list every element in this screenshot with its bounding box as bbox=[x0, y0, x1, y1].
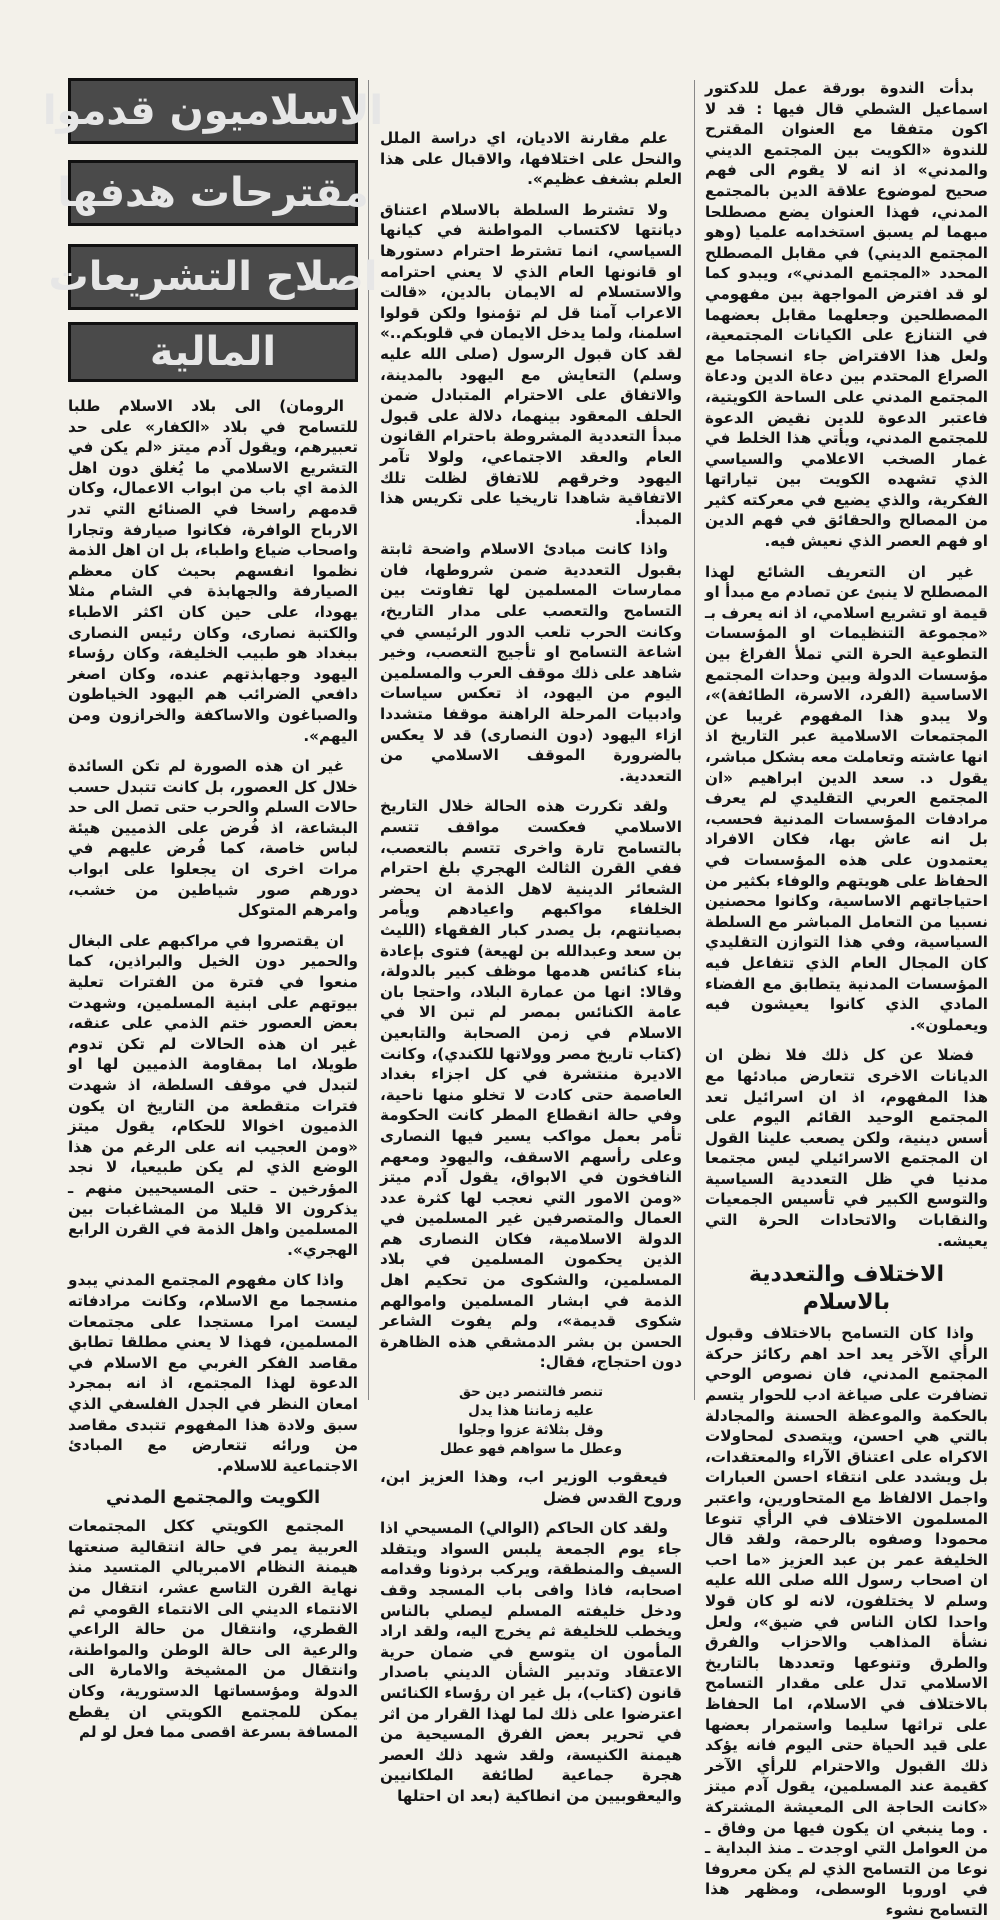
headline-box-4 bbox=[68, 322, 358, 382]
paragraph: ولا تشترط السلطة بالاسلام اعتناق ديانتها لاكتساب المواطنة في كيانها السياسي، انما تشترط احترام دستورها او قانونها العام الذي لا يعني احترامه والاستسلام له الايمان بالدين، «قالت الاعراب آمنا قل لم تؤمنوا ولكن قولوا اسلمنا، ولما يدخل الايمان في قلوبكم..» لقد كان قبول الرسول (صلى الله عليه وسلم) التعايش مع اليهود بالمدينة، والاتفاق على الاحترام المتبادل ضمن الحلف المعقود بينهما، دلالة على قبول مبدأ التعددية المشروطة باحترام القانون العام والعقد الاجتماعي، ولولا تآمر اليهود وخرقهم للاتفاق لظلت تلك الاتفاقية شاهدا تاريخيا على تكريس هذا المبدأ. bbox=[380, 200, 682, 528]
headline-box-3 bbox=[48, 244, 378, 310]
headline-text: المالية bbox=[149, 329, 277, 375]
paragraph: غير ان هذه الصورة لم تكن السائدة خلال كل العصور، بل كانت تتبدل حسب حالات السلم والحرب حتى تصل الى حد البشاعة، اذ فُرض على الذميين هيئة لباس خاصة، كما فُرض عليهم في مرات اخرى ان يجعلوا على ابواب دورهم صور شياطين من خشب، وامرهم المتوكل bbox=[68, 757, 358, 920]
section-heading: الكويت والمجتمع المدني bbox=[105, 1487, 321, 1509]
headline-text: اصلاح التشريعات bbox=[48, 254, 378, 300]
paragraph: واذا كان مفهوم المجتمع المدني يبدو منسجما مع الاسلام، وكانت مرادفاته ليست امرا مستجدا على مجتمعات المسلمين، فهذا لا يعني مطلقا تطابق مقاصد الفكر الغربي مع الاسلام في الدعوة لهذا المجتمع، اذ انه بمجرد امعان النظر في الجدل الفلسفي الذي سبق ولادة هذا المفهوم تتبدى مقاصد من ورائه تتعارض مع المبادئ الاجتماعية للاسلام. bbox=[68, 1271, 358, 1475]
verse-line: عليه زماننا هذا يدل bbox=[468, 1403, 594, 1420]
article-column-right bbox=[705, 78, 988, 1919]
headline-box-2 bbox=[57, 160, 369, 226]
poem-verse bbox=[380, 1383, 682, 1459]
paragraph: بدأت الندوة بورقة عمل للدكتور اسماعيل الشطي قال فيها : قد لا اكون متفقا مع العنوان المقترح للندوة «الكويت بين المجتمع الديني والمدني» اذ انه لا يقوم الى فهم صحيح لموضوع علاقة الدين بالمجتمع المدني، فهذا العنوان يضع مصطلحا مبهما لم يسبق استخدامه علميا (وهو المجتمع الديني) في مقابل المصطلح المحدد «المجتمع المدني»، ويبدو كما لو قد افترض المواجهة بين مفهومي المصطلحين وجعلهما مقابل بعضهما في التنازع على الكيانات المجتمعية، ولعل هذا الافتراض جاء انسجاما مع الصراع المحتدم بين دعاة الدين ودعاة المجتمع المدني على الساحة الكويتية، فاعتبر الدعوة للدين نقيض الدعوة للمجتمع المدني، ويأتي هذا الخلط في غمار الصخب الاعلامي والسياسي الذي تشهده الكويت بين تياراتها الفكرية، والذي يضيع في معركته كثير من المصالح والحقائق في فهم الدين او فهم العصر الذي نعيش فيه. bbox=[705, 79, 988, 551]
paragraph: ولقد تكررت هذه الحالة خلال التاريخ الاسلامي فعكست مواقف تتسم بالتسامح تارة واخرى تتسم بالتعصب، ففي القرن الثالث الهجري بلغ احترام الشعائر الدينية لاهل الذمة ان يحضر الخلفاء مواكبهم واعيادهم ويأمر بصيانتهم، بل يصدر كبار الفقهاء (الليث بن سعد وعبدالله بن لهيعة) فتوى بإعادة بناء كنائس هدمها موظف كبير بالدولة، وقالا: انها من عمارة البلاد، واحتجا بان عامة الكنائس بمصر لم تبن الا في الاسلام في زمن الصحابة والتابعين (كتاب تاريخ مصر وولاتها للكندي)، وكانت الاديرة منتشرة في كل اجزاء بغداد العاصمة حتى كادت لا تخلو منها ناحية، وفي حالة انقطاع المطر كانت الحكومة تأمر بعمل مواكب يسير فيها النصارى وعلى رأسهم الاسقف، واليهود ومعهم النافخون في الابواق، يقول آدم ميتز «ومن الامور التي نعجب لها كثرة عدد العمال والمتصرفين غير المسلمين في الدولة الاسلامية، فكان النصارى هم الذين يحكمون المسلمين في بلاد المسلمين، والشكوى من تحكيم اهل الذمة في ابشار المسلمين واموالهم شكوى قديمة»، ولم يفوت الشاعر الحسن بن بشر الدمشقي هذه الظاهرة دون احتجاج، فقال: bbox=[380, 797, 682, 1372]
headline-box-1 bbox=[42, 78, 384, 144]
paragraph: علم مقارنة الاديان، اي دراسة الملل والنحل على اختلافها، والاقبال على هذا العلم بشغف عظيم». bbox=[380, 129, 682, 189]
paragraph: فضلا عن كل ذلك فلا نظن ان الديانات الاخرى تتعارض مبادئها مع هذا المفهوم، اذ ان اسرائيل تعد المجتمع الوحيد القائم اليوم على أسس دينية، ولكن يصعب علينا القول ان المجتمع الاسرائيلي ليس مجتمعا مدنيا في ظل التعددية السياسية والتوسع الكبير في تأسيس الجمعيات والنقابات والاتحادات الحرة التي يعيشه. bbox=[705, 1046, 988, 1250]
article-column-middle bbox=[380, 128, 682, 1805]
paragraph: واذا كان التسامح بالاختلاف وقبول الرأي الآخر يعد احد اهم ركائز حركة المجتمع المدني، فان نصوص الوحي تضافرت على صياغة ادب للحوار يتسم بالحكمة والموعظة الحسنة والمجادلة بالتي هي احسن، ويتصدى لمحاولات الاكراه على اعتناق الآراء والمعتقدات، بل ويشدد على انتقاء احسن العبارات واجمل الالفاظ مع المتحاورين، واعتبر المسلمون الاختلاف في الرأي تنوعا محمودا وصفوه بالرحمة، ولقد قال الخليفة عمر بن عبد العزيز «ما احب ان اصحاب رسول الله صلى الله عليه وسلم لا يختلفون، لانه لو كان قولا واحدا لكان الناس في ضيق»، ولعل نشأة المذاهب والاحزاب والفرق والطرق وتنوعها وتعددها بالتاريخ الاسلامي تدل على مقدار التسامح بالاختلاف في الاسلام، اما الحفاظ على تراثها سليما واستمرار بعضها على قيد الحياة حتى اليوم فانه يؤكد ذلك القبول والاحترام للرأي الآخر كقيمة عند المسلمين، يقول آدم ميتز «كانت الحاجة الى المعيشة المشتركة . وما ينبغي ان يكون فيها من وفاق ـ من العوامل التي اوجدت ـ منذ البداية ـ نوعا من التسامح الذي لم يكن معروفا في اوروبا الوسطى، ومظهر هذا التسامح نشوء bbox=[705, 1324, 988, 1919]
paragraph: فيعقوب الوزير اب، وهذا العزيز ابن، وروح القدس فضل bbox=[380, 1468, 682, 1507]
paragraph: ان يقتصروا في مراكبهم على البغال والحمير دون الخيل والبراذين، كما منعوا في فترة من الفترات تعلية بيوتهم على ابنية المسلمين، وشهدت بعض العصور ختم الذمي على عنقه، غير ان هذه الحالات لم تكن تدوم طويلا، اما بمقاومة الذميين لها او لتبدل في موقف السلطة، اذ شهدت فترات متقطعة من التاريخ ان يكون الذميون اخوالا للحكام، يقول ميتز «ومن العجيب انه على الرغم من هذا الوضع الذي لم يكن طبيعيا، لا نجد المؤرخين ـ حتى المسيحيين منهم ـ يذكرون الا قليلا من المشاغبات بين المسلمين واهل الذمة في القرن الرابع الهجري». bbox=[68, 931, 358, 1259]
verse-line: تنصر فالتنصر دين حق bbox=[458, 1384, 604, 1401]
headline-text: مقترحات هدفها bbox=[57, 170, 369, 216]
paragraph: واذا كانت مبادئ الاسلام واضحة ثابتة بقبول التعددية ضمن شروطها، فان ممارسات المسلمين لها تفاوتت بين التسامح والتعصب على مدار التاريخ، وكانت الحرب تلعب الدور الرئيسي في اشاعة التسامح او تأجيج التعصب، وخير شاهد على ذلك موقف العرب والمسلمين اليوم من اليهود، اذ تعكس سياسات وادبيات المرحلة الراهنة موقفا متشددا ازاء اليهود (دون النصارى) قد لا يعكس بالضرورة الموقف الاسلامي من التعددية. bbox=[380, 540, 682, 785]
article-column-left bbox=[68, 396, 358, 1742]
verse-line: وقل بثلاثة عزوا وجلوا bbox=[458, 1422, 604, 1439]
column-divider bbox=[694, 80, 695, 1400]
paragraph: المجتمع الكويتي ككل المجتمعات العربية يمر في حالة انتقالية صنعتها هيمنة النظام الامبريالي المتسيد منذ نهاية القرن التاسع عشر، انتقال من الانتماء الديني الى الانتماء القومي ثم القطري، وانتقال من حالة الراعي والرعية الى حالة الوطن والمواطنة، وانتقال من المشيخة والامارة الى الدولة ومؤسساتها الدستورية، وكان يمكن للمجتمع الكويتي ان يقطع المسافة بسرعة اقصى مما فعل لو لم bbox=[68, 1517, 358, 1742]
paragraph: غير ان التعريف الشائع لهذا المصطلح لا ينبئ عن تصادم مع مبدأ او قيمة او تشريع اسلامي، اذ انه يعرف بـ «مجموعة التنظيمات او المؤسسات التطوعية الحرة التي تملأ الفراغ بين مؤسسات الدولة وبين وحدات المجتمع الاساسية (الفرد، الاسرة، الطائفة)»، ولا يبدو هذا المفهوم غريبا عن المجتمعات الاسلامية عبر التاريخ اذ انها عاشته وتعاملت معه بشكل مباشر، يقول د. سعد الدين ابراهيم «ان المجتمع العربي التقليدي لم يعرف مرادفات المؤسسات المدنية فحسب، بل انه عاش بها، فكان الافراد يعتمدون على هذه المؤسسات في الحفاظ على هويتهم والوفاء بكثير من احتياجاتهم الاساسية، وكانوا محصنين نسبيا من التعامل المباشر مع السلطة السياسية، وفي هذا التوازن التقليدي كان المجال العام الذي تتفاعل فيه المؤسسات المدنية يتطابق مع الفضاء المادي الذي كانوا يعيشون فيه ويعملون». bbox=[705, 562, 988, 1034]
section-heading: الاختلاف والتعددية بالاسلام bbox=[748, 1262, 945, 1316]
headline-text: الاسلاميون قدموا bbox=[42, 88, 384, 134]
paragraph: ولقد كان الحاكم (الوالي) المسيحي اذا جاء يوم الجمعة يلبس السواد ويتقلد السيف والمنطقة، ويركب برذونا وقدامه اصحابه، فاذا وافى باب المسجد وقف ودخل خليفته المسلم ليصلي بالناس ويخطب للخليفة ثم يخرج اليه، ولقد اراد المأمون ان يتوسع في ضمان حرية الاعتقاد وتدبير الشأن الديني باصدار قانون (كتاب)، بل غير ان رؤساء الكنائس اعترضوا على ذلك لما لهذا القرار من اثر في تحرير بعض الفرق المسيحية من هيمنة الكنيسة، ولقد شهد ذلك العصر هجرة جماعية لطائفة الملكانيين واليعقوبيين من انطاكية (بعد ان احتلها bbox=[380, 1519, 682, 1805]
verse-line: وعطل ما سواهم فهو عطل bbox=[440, 1441, 622, 1458]
paragraph: الرومان) الى بلاد الاسلام طلبا للتسامح في بلاد «الكفار» على حد تعبيرهم، ويقول آدم ميتز «لم يكن في التشريع الاسلامي ما يُغلق دون اهل الذمة اي باب من ابواب الاعمال، وكان قدمهم راسخا في الصنائع التي تدر الارباح الوافرة، فكانوا صيارفة وتجارا واصحاب ضياع واطباء، بل ان اهل الذمة نظموا انفسهم بحيث كان معظم الصيارفة والجهابذة في الشام مثلا يهودا، على حين كان اكثر الاطباء والكتبة نصارى، وكان رئيس النصارى ببغداد هو طبيب الخليفة، وكان رؤساء اليهود وجهابذتهم عنده، وكان اصغر دافعي الضرائب هم اليهود الخياطون والصباغون والاساكفة والخرازون ومن اليهم». bbox=[68, 397, 358, 745]
